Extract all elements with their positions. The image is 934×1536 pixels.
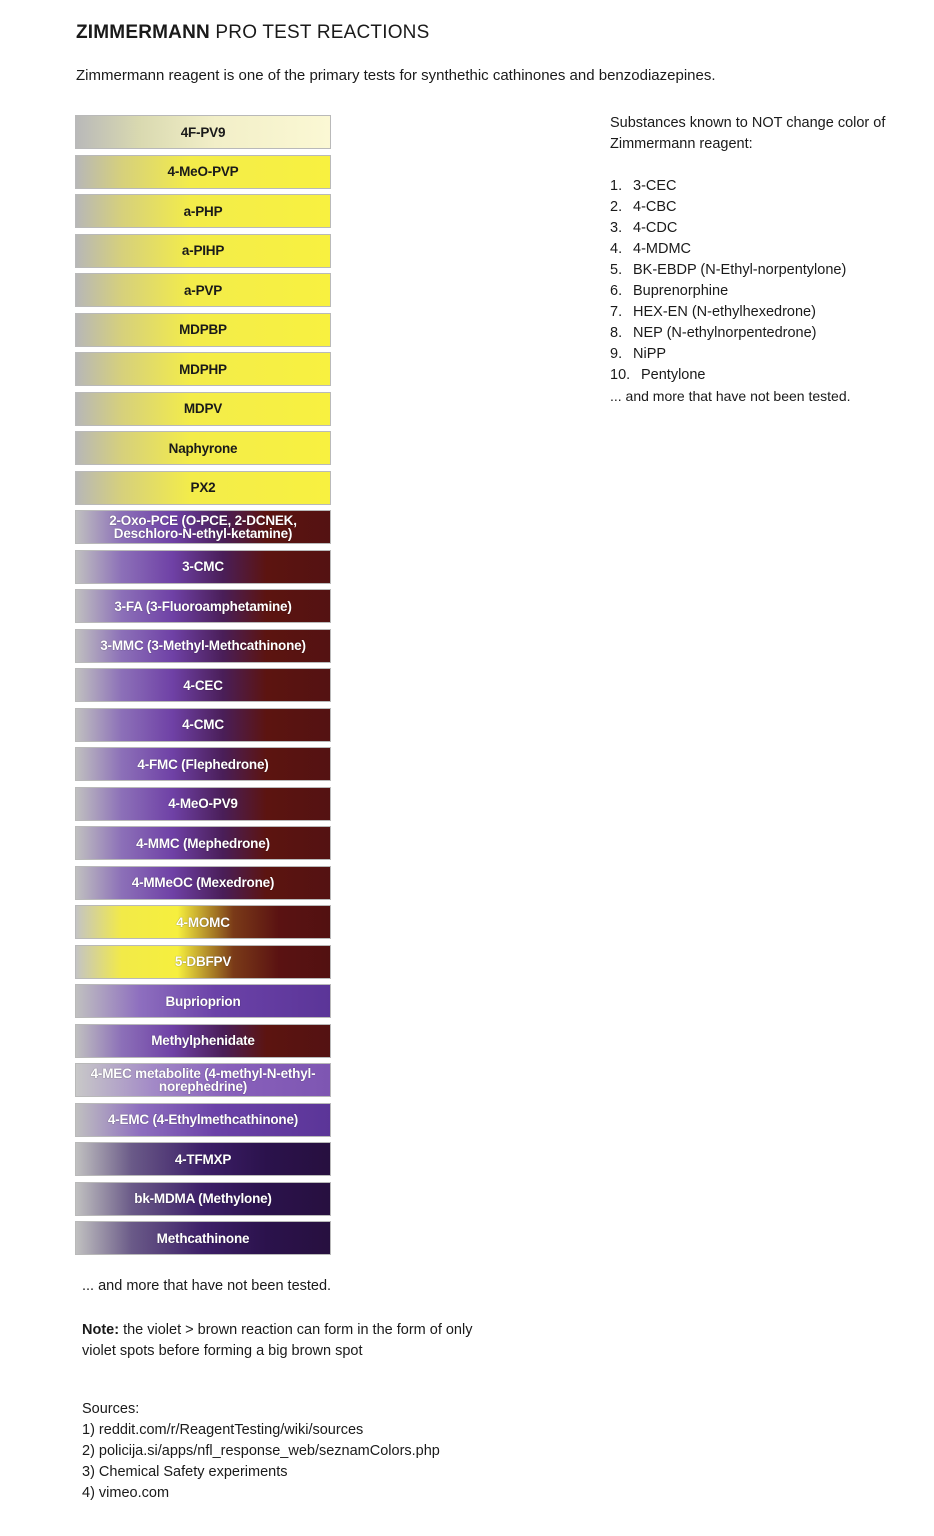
reaction-bar-label: 4-MEC metabolite (4-methyl-N-ethyl-norephedrine) (90, 1066, 316, 1094)
reaction-bar (75, 945, 331, 979)
no-change-list (610, 176, 910, 386)
no-change-item-text: NiPP (633, 346, 667, 362)
no-change-item (610, 218, 910, 239)
reaction-bar (75, 629, 331, 663)
reaction-bar (75, 866, 331, 900)
reaction-bar-label: 4-MMeOC (Mexedrone) (131, 875, 275, 890)
reaction-bar (75, 1182, 331, 1216)
reaction-bar (75, 747, 331, 781)
page-subtitle: Zimmermann reagent is one of the primary tests for synthethic cathinones and benzodiazepines. (76, 67, 716, 84)
reaction-bar-label: 5-DBFPV (174, 954, 232, 969)
reaction-bar-label: Naphyrone (168, 440, 238, 456)
reaction-bar (75, 155, 331, 189)
page-title-bold: ZIMMERMANN (76, 22, 210, 43)
reaction-bar-label: 4-MOMC (176, 914, 230, 930)
reaction-bar-label: MDPHP (179, 361, 227, 377)
reaction-bar-label: 4-FMC (Flephedrone) (137, 756, 269, 772)
reaction-bar (75, 1142, 331, 1176)
sources-section (82, 1399, 440, 1504)
no-change-item-text: Buprenorphine (633, 283, 729, 299)
no-change-item (610, 323, 910, 344)
sources-heading: Sources: (82, 1401, 140, 1417)
reaction-bar-label: Buprioprion (165, 993, 241, 1009)
reaction-bar-label: 2-Oxo-PCE (O-PCE, 2-DCNEK, Deschloro-N-ethyl-ketamine) (109, 513, 297, 541)
no-change-item (610, 365, 910, 386)
reaction-bar-label: 4-CMC (182, 717, 224, 732)
reaction-bar (75, 273, 331, 307)
reaction-bar-label: 4-EMC (4-Ethylmethcathinone) (107, 1112, 299, 1127)
reaction-bar (75, 787, 331, 821)
reaction-bar (75, 115, 331, 149)
no-change-item-text: 3-CEC (633, 178, 677, 194)
no-change-item-number: 7. (610, 304, 623, 320)
no-change-item (610, 197, 910, 218)
reaction-bar-label: PX2 (190, 480, 216, 495)
no-change-item-text: 4-CBC (633, 199, 677, 215)
no-change-item (610, 239, 910, 260)
reaction-bar (75, 1024, 331, 1058)
no-change-item-number: 5. (610, 262, 623, 278)
reaction-bar-label: 4-MeO-PV9 (168, 796, 238, 811)
reaction-bar (75, 392, 331, 426)
reaction-bar-label: 3-MMC (3-Methyl-Methcathinone) (100, 638, 306, 653)
page-title (76, 22, 429, 44)
reaction-bar-label: Methcathinone (156, 1230, 250, 1246)
no-change-item-number: 10. (610, 367, 631, 383)
reaction-bar-label: a-PVP (183, 282, 223, 298)
no-change-item-number: 3. (610, 220, 623, 236)
note-text: the violet > brown reaction can form in the form of only violet spots before forming a big brown spot (82, 1322, 473, 1359)
reaction-bar (75, 234, 331, 268)
source-item: 2) policija.si/apps/nfl_response_web/seznamColors.php (82, 1443, 440, 1459)
source-item: 4) vimeo.com (82, 1485, 170, 1501)
no-change-panel (610, 113, 910, 407)
reaction-bar-label: 4-TFMXP (174, 1151, 232, 1167)
reaction-bar (75, 589, 331, 623)
reaction-bar-label: Methylphenidate (151, 1033, 255, 1048)
reaction-bar (75, 1103, 331, 1137)
no-change-lead: Substances known to NOT change color of Zimmermann reagent: (610, 115, 886, 152)
reaction-bar (75, 826, 331, 860)
reaction-bar (75, 194, 331, 228)
no-change-item-number: 9. (610, 346, 623, 362)
reaction-bar-label: bk-MDMA (Methylone) (134, 1191, 272, 1206)
no-change-item (610, 281, 910, 302)
reaction-bar (75, 352, 331, 386)
no-change-item (610, 302, 910, 323)
no-change-item-number: 1. (610, 178, 623, 194)
no-change-item-number: 8. (610, 325, 623, 341)
no-change-more: ... and more that have not been tested. (610, 388, 851, 404)
reaction-bar-label: MDPV (183, 401, 223, 416)
reaction-bar-label: 3-CMC (182, 559, 224, 574)
page-title-rest: PRO TEST REACTIONS (209, 22, 430, 43)
reactions-more-note: ... and more that have not been tested. (82, 1278, 332, 1294)
note-paragraph (82, 1320, 482, 1362)
reaction-bar (75, 510, 331, 544)
note-label: Note: (82, 1322, 120, 1338)
reaction-bar (75, 668, 331, 702)
source-item: 3) Chemical Safety experiments (82, 1464, 288, 1480)
no-change-item-text: NEP (N-ethylnorpentedrone) (633, 325, 817, 341)
no-change-item (610, 260, 910, 281)
reaction-bar-label: MDPBP (179, 322, 227, 337)
reaction-bar (75, 1063, 331, 1097)
reaction-bar-label: a-PHP (183, 203, 223, 219)
reaction-bar (75, 708, 331, 742)
reaction-bar (75, 550, 331, 584)
reaction-bar-label: 4-CEC (183, 677, 223, 693)
reaction-bar (75, 984, 331, 1018)
reaction-bar-label: 4-MeO-PVP (167, 164, 239, 179)
no-change-item (610, 344, 910, 365)
reaction-bar (75, 471, 331, 505)
no-change-item-number: 2. (610, 199, 623, 215)
no-change-item-number: 4. (610, 241, 623, 257)
reaction-bar-label: a-PIHP (181, 243, 225, 258)
reaction-bar (75, 905, 331, 939)
no-change-item-text: BK-EBDP (N-Ethyl-norpentylone) (633, 262, 847, 278)
reaction-bar-label: 4F-PV9 (180, 124, 226, 140)
no-change-item-text: Pentylone (641, 367, 706, 383)
source-item: 1) reddit.com/r/ReagentTesting/wiki/sources (82, 1422, 364, 1438)
no-change-item (610, 176, 910, 197)
no-change-item-number: 6. (610, 283, 623, 299)
reaction-bar (75, 431, 331, 465)
reaction-bar (75, 313, 331, 347)
reaction-bar-label: 3-FA (3-Fluoroamphetamine) (114, 598, 292, 614)
reaction-bar-label: 4-MMC (Mephedrone) (136, 835, 270, 851)
no-change-item-text: HEX-EN (N-ethylhexedrone) (633, 304, 816, 320)
sources-list (82, 1420, 440, 1504)
no-change-item-text: 4-CDC (633, 220, 678, 236)
reaction-bar (75, 1221, 331, 1255)
no-change-item-text: 4-MDMC (633, 241, 691, 257)
